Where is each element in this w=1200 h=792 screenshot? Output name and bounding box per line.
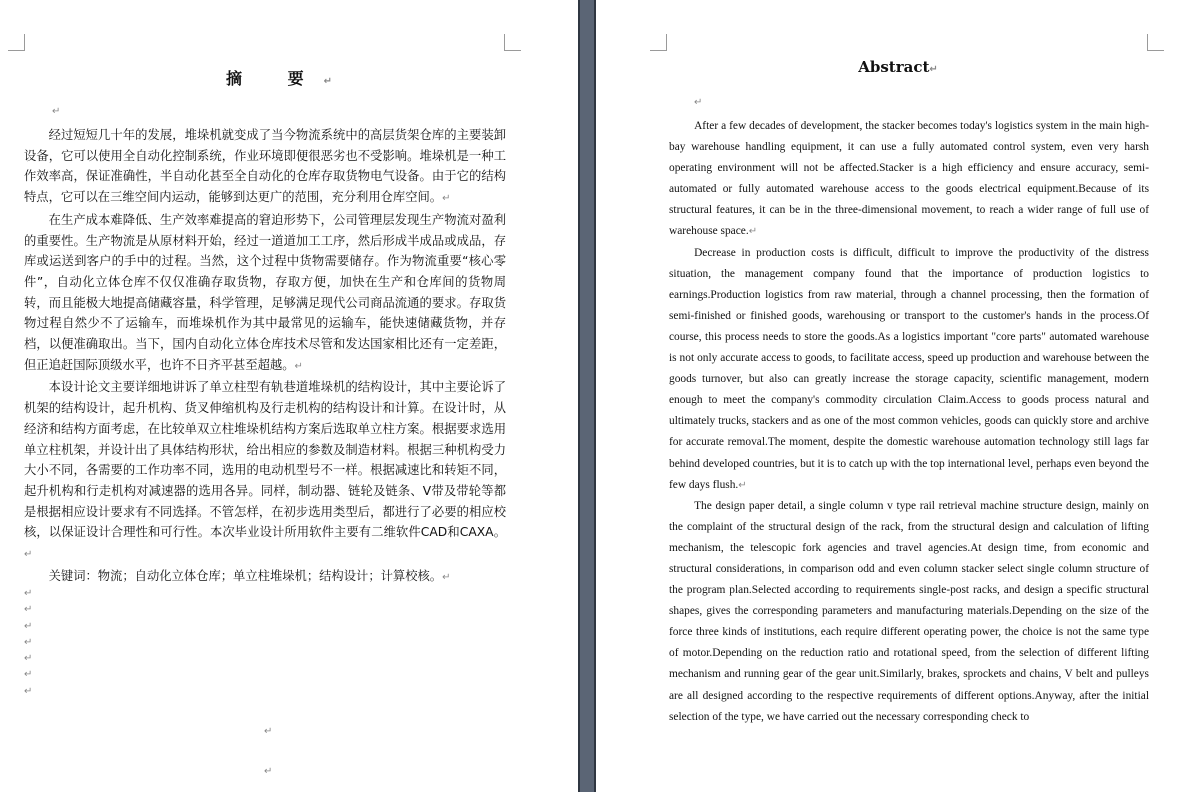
chinese-paragraph-1: 经过短短几十年的发展，堆垛机就变成了当今物流系统中的高层货架仓库的主要装卸设备，它可以使用全自动化控制系统，作业环境即便很恶劣也不受影响。堆垛机是一种工作效率高，保证准确性，半自动化甚至全自动化的仓库存取货物电气设备。由于它的结构特点，它可以在三维空间内运动，能够到达更广的范围，充分利用仓库空间。↵	[24, 128, 506, 205]
chinese-page	[0, 0, 578, 792]
chinese-abstract-body	[24, 125, 506, 588]
english-abstract-body	[669, 116, 1149, 728]
empty-paragraph-mark: ↵	[264, 726, 273, 737]
empty-paragraph-mark: ↵	[24, 685, 33, 697]
english-abstract-title: Abstract↵	[858, 58, 938, 76]
empty-paragraph-mark: ↵	[52, 106, 61, 117]
chinese-paragraph-3: 本设计论文主要详细地讲诉了单立柱型有轨巷道堆垛机的结构设计，其中主要论诉了机架的结构设计，起升机构、货叉伸缩机构及行走机构的结构设计和计算。在设计时，从经济和结构方面考虑，在比较单双立柱堆垛机结构方案后选取单立柱方案。根据要求选用单立柱机架，并设计出了具体结构形状，给出相应的参数及制造材料。根据三种机构受力大小不同，各需要的工作功率不同，选用的电动机型号不一样。根据减速比和转矩不同，起升机构和行走机构对减速器的选用各异。同样，制动器、链轮及链条、V带及带轮等都是根据相应设计要求有不同选择。不管怎样，在初步选用类型后，都进行了必要的相应校核，以保证设计合理性和可行性。本次毕业设计所用软件主要有二维软件CAD和CAXA。↵	[24, 380, 506, 561]
english-page	[596, 0, 1200, 792]
page-gutter	[578, 0, 596, 792]
crop-mark-top-left	[650, 34, 667, 51]
chinese-keywords: 关键词：物流；自动化立体仓库；单立柱堆垛机；结构设计；计算校核。↵	[48, 568, 451, 583]
empty-paragraph-mark: ↵	[24, 588, 33, 599]
empty-paragraph-mark: ↵	[24, 636, 33, 648]
english-paragraph-2: Decrease in production costs is difficult, difficult to improve the productivity of the distress situation, the management company found that the importance of production logistics to earnings.Production logistics from raw material, through a channel processing, then the formation of semi-finished or finished goods, warehousing or transport to the customer's hands in the process.Of course, this process needs to store the goods.As a logistics important "core parts" automated warehouse is not only accurate access to goods, to facilitate access, speed up production and warehouse between the goods turnover, but also can greatly increase the storage capacity, scientific management, modern enough to meet the company's commodity circulation Claim.Access to goods process natural and ultimately trucks, stackers and as one of the most common vehicles, goods can quickly store and archive for accurate removal.The moment, despite the domestic warehouse automation technology still lags far behind developed countries, but it is to catch up with the top international level, perhaps even beyond the few days flush.↵	[669, 246, 1149, 491]
empty-paragraph-mark: ↵	[24, 669, 33, 681]
empty-paragraph-mark: ↵	[24, 620, 33, 632]
chinese-abstract-title: 摘 要↵	[226, 69, 352, 88]
crop-mark-top-right	[1147, 34, 1164, 51]
empty-paragraph-mark: ↵	[24, 653, 33, 665]
english-paragraph-1: After a few decades of development, the stacker becomes today's logistics system in the main high-bay warehouse handling equipment, it can use a fully automated control system, even very harsh operating environment will not be affected.Stacker is a high efficiency and ensure accuracy, semi-automated or fully automated warehouse access to the goods electrical equipment.Because of its structural features, it can be in the three-dimensional movement, to reach a wider range of full use of warehouse space.↵	[669, 120, 1149, 238]
english-paragraph-3: The design paper detail, a single column v type rail retrieval machine structure design, mainly on the complaint of the structural design of the rack, from the structural design and calculation of lifting mechanism, the telescopic fork agencies and travel agencies.At design time, from economic and structural considerations, in comparison odd and even column stacker select single column structure of the program plan.Selected according to requirements single-post racks, and design a specific structural shapes, gives the corresponding parameters and manufacturing materials.Depending on the size of the force three kinds of institutions, each require different operating power, the choice is not the same type of motor.Depending on the reduction ratio and rotational speed, from the selection of different lifting mechanism and running gear of the gear unit.Similarly, brakes, sprockets and chains, V belt and pulleys are all designed according to the respective requirements of different options.Anyway, after the initial selection of the type, we have carried out the necessary corresponding check to	[669, 499, 1149, 723]
empty-paragraph-mark: ↵	[264, 766, 273, 777]
chinese-paragraph-2: 在生产成本难降低、生产效率难提高的窘迫形势下，公司管理层发现生产物流对盈利的重要性。生产物流是从原材料开始，经过一道道加工工序，然后形成半成品或成品，存库或运送到客户的手中的过程。当然，这个过程中货物需要储存。作为物流重要“核心零件”，自动化立体仓库不仅仅准确存取货物，存取方便，加快在生产和仓库间的货物周转，而且能极大地提高储藏容量，科学管理，足够满足现代公司商品流通的要求。存取货物过程自然少不了运输车，而堆垛机作为其中最常见的运输车，能快速储藏货物，并存档，以便准确取出。当下，国内自动化立体仓库技术尽管和发达国家相比还有一定差距，但正追赶国际顶级水平，也许不日齐平甚至超越。↵	[24, 212, 506, 372]
empty-paragraph-marks	[24, 588, 32, 702]
crop-mark-top-right	[504, 34, 521, 51]
crop-mark-top-left	[8, 34, 25, 51]
empty-paragraph-mark: ↵	[694, 97, 703, 108]
empty-paragraph-mark: ↵	[24, 604, 33, 616]
